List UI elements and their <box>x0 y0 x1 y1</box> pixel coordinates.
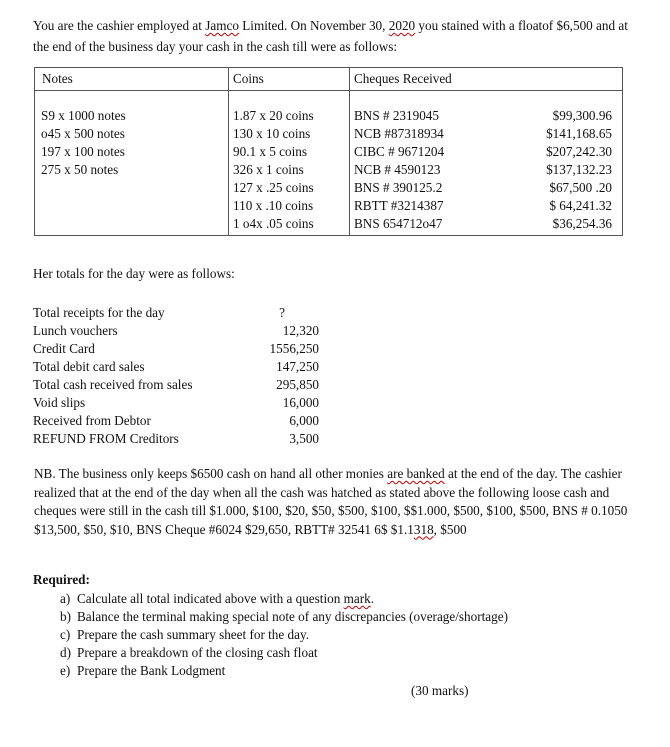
notes-item: 275 x 50 notes <box>41 162 119 177</box>
required-item <box>60 644 508 662</box>
total-label: Received from Debtor <box>33 413 151 428</box>
cheque-ref: BNS # 390125.2 <box>354 180 443 195</box>
coins-item: 130 x 10 coins <box>233 126 311 141</box>
cheque-ref: BNS 654712o47 <box>354 216 443 231</box>
total-label: REFUND FROM Creditors <box>33 431 179 446</box>
item-text: Prepare a breakdown of the closing cash float <box>77 645 318 660</box>
cheque-refs-column <box>354 107 444 233</box>
total-value: 16,000 <box>282 395 319 410</box>
table-header-row <box>35 68 622 91</box>
coins-item: 326 x 1 coins <box>233 162 304 177</box>
cheque-amount: $ 64,241.32 <box>549 198 612 213</box>
notes-item: S9 x 1000 notes <box>41 108 126 123</box>
required-item <box>60 608 508 626</box>
total-value: 1556,250 <box>269 341 319 356</box>
header-coins: Coins <box>233 71 264 86</box>
totals-heading: Her totals for the day were as follows: <box>33 266 235 281</box>
intro-text-1: You are the cashier employed at <box>33 18 206 33</box>
cheque-ref: RBTT #3214387 <box>354 198 444 213</box>
column-divider <box>228 68 229 235</box>
total-value: 12,320 <box>282 323 319 338</box>
total-value: 3,500 <box>289 431 319 446</box>
total-label: Total cash received from sales <box>33 377 193 392</box>
notes-item: 197 x 100 notes <box>41 144 125 159</box>
intro-year: 2020 <box>388 18 416 33</box>
cheque-ref: BNS # 2319045 <box>354 108 439 123</box>
item-letter: d) <box>60 645 71 660</box>
totals-labels <box>33 304 192 448</box>
coins-item: 127 x .25 coins <box>233 180 314 195</box>
nb-text-2: at the end of the day. The cashier realized that at the end of the day when all the cash was hatched as stated above the following loose cash and cheques were still in the cash till $1.000, $100, $20, $50, $500, $100, $$1.000, $500, $100, $500, BNS # 0.1050 $13,500, $50, $10, BNS Cheque #6024 $29,650, RBTT# 32541 6$ $1.1 <box>34 466 628 537</box>
cash-till-table <box>34 67 623 236</box>
intro-text-2: Limited. On November 30, <box>238 18 389 33</box>
cheque-amount: $137,132.23 <box>546 162 612 177</box>
column-divider <box>349 68 350 235</box>
coins-item: 110 x .10 coins <box>233 198 314 213</box>
total-label: Total debit card sales <box>33 359 145 374</box>
item-suffix: . <box>370 591 375 606</box>
total-value: 295,850 <box>276 377 319 392</box>
intro-paragraph <box>33 15 643 57</box>
cheque-ref: NCB #87318934 <box>354 126 444 141</box>
totals-values <box>245 304 319 448</box>
item-text: Calculate all total indicated above with a question <box>77 591 344 606</box>
header-cheques: Cheques Received <box>354 71 452 86</box>
cheque-ref: NCB # 4590123 <box>354 162 441 177</box>
total-label: Void slips <box>33 395 86 410</box>
nb-text-1: NB. The business only keeps $6500 cash on hand all other monies <box>34 466 388 481</box>
cheque-amounts-column <box>475 107 612 233</box>
notes-column <box>41 107 126 179</box>
total-label: Lunch vouchers <box>33 323 118 338</box>
item-letter: b) <box>60 609 71 624</box>
item-letter: a) <box>60 591 71 606</box>
intro-text-3: you stained with a floatof $6,500 and at the end of the business day your cash in the cash till were as follows: <box>33 18 628 54</box>
coins-item: 90.1 x 5 coins <box>233 144 307 159</box>
total-label: Credit Card <box>33 341 95 356</box>
item-letter: c) <box>60 627 71 642</box>
cheque-ref: CIBC # 9671204 <box>354 144 445 159</box>
cheque-amount: $36,254.36 <box>552 216 612 231</box>
cheque-amount: $67,500 .20 <box>549 180 612 195</box>
cheque-amount: $141,168.65 <box>546 126 612 141</box>
item-letter: e) <box>60 663 71 678</box>
nb-text-3: , $500 <box>433 521 467 537</box>
required-item <box>60 590 508 608</box>
notes-item: o45 x 500 notes <box>41 126 125 141</box>
cheque-amount: $207,242.30 <box>546 144 612 159</box>
coins-column <box>233 107 314 233</box>
item-text: Prepare the Bank Lodgment <box>77 663 226 678</box>
total-label: Total receipts for the day <box>33 305 165 320</box>
header-notes: Notes <box>42 71 73 86</box>
cheque-amount: $99,300.96 <box>552 108 612 123</box>
total-value: 147,250 <box>276 359 319 374</box>
coins-item: 1 o4x .05 coins <box>233 216 314 231</box>
nb-underlined-1: are banked <box>387 466 445 481</box>
required-heading: Required: <box>33 572 90 587</box>
item-text: Prepare the cash summary sheet for the day. <box>77 627 310 642</box>
company-name: Jamco <box>205 18 239 33</box>
item-underlined: mark <box>343 591 371 606</box>
required-list <box>60 590 508 680</box>
marks-label: (30 marks) <box>411 683 469 698</box>
total-value: 6,000 <box>289 413 319 428</box>
item-text: Balance the terminal making special note of any discrepancies (overage/shortage) <box>77 609 508 624</box>
required-item <box>60 662 508 680</box>
total-value: ? <box>279 305 285 320</box>
nb-underlined-2: 318 <box>413 521 434 537</box>
nb-paragraph <box>34 465 634 539</box>
coins-item: 1.87 x 20 coins <box>233 108 314 123</box>
required-item <box>60 626 508 644</box>
